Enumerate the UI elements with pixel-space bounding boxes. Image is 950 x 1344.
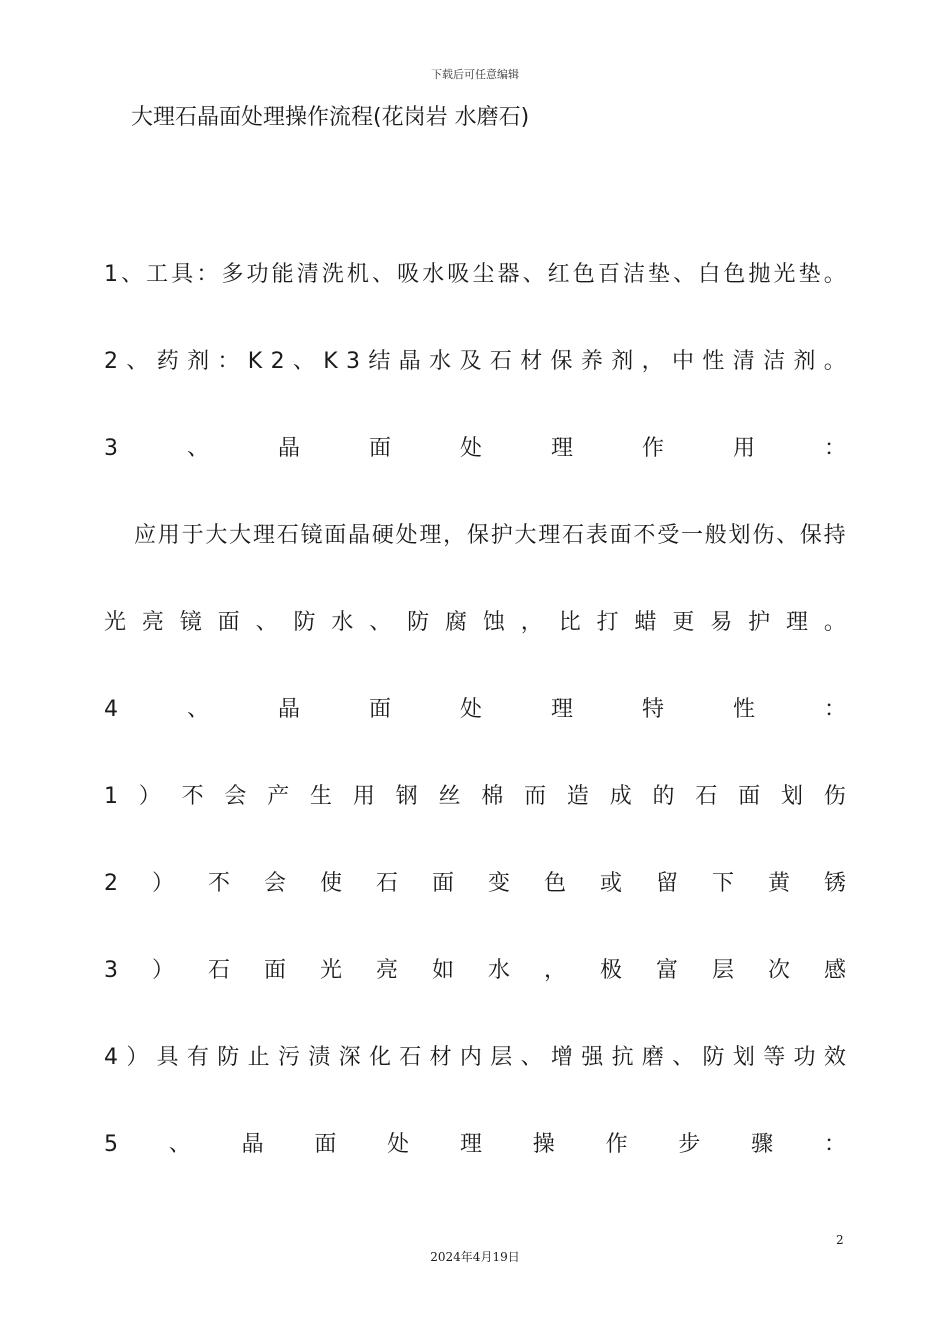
text-char: 处: [387, 1132, 410, 1157]
text-char: 用: [157, 523, 180, 548]
text-char: 止: [247, 1045, 270, 1070]
text-char: 面: [368, 436, 391, 461]
text-char: 生: [310, 784, 333, 809]
text-char: 用: [732, 436, 755, 461]
page-number: 2: [836, 1233, 844, 1247]
text-char: 2: [104, 349, 118, 374]
text-char: 尘: [472, 262, 495, 287]
text-char: 理: [419, 523, 442, 548]
text-char: 变: [487, 871, 510, 896]
paragraph-tools: [104, 260, 846, 290]
text-char: 、: [372, 262, 395, 287]
text-char: 面: [609, 523, 632, 548]
text-char: 伤: [752, 523, 775, 548]
text-char: 清: [732, 349, 755, 374]
paragraph-effect-line-1: [134, 521, 846, 551]
text-char: 理: [252, 523, 275, 548]
text-char: 。: [823, 610, 846, 635]
text-char: 洁: [622, 262, 645, 287]
text-char: 垫: [648, 262, 671, 287]
text-char: 层: [711, 958, 734, 983]
text-char: 理: [786, 610, 809, 635]
text-char: 、: [186, 436, 209, 461]
text-char: 保: [550, 349, 573, 374]
text-char: 大: [205, 523, 228, 548]
text-char: 剂: [793, 349, 816, 374]
text-char: 防: [293, 610, 316, 635]
text-char: 抛: [748, 262, 771, 287]
text-char: 能: [271, 262, 294, 287]
text-char: 1: [104, 262, 118, 287]
header-note: 下载后可任意编辑: [431, 68, 519, 81]
text-char: ，: [443, 523, 466, 548]
text-char: 石: [695, 784, 718, 809]
text-char: 、: [126, 349, 149, 374]
text-char: 、: [776, 523, 799, 548]
text-char: 增: [550, 1045, 573, 1070]
text-char: 光: [104, 610, 127, 635]
text-char: 、: [522, 262, 545, 287]
text-char: ：: [196, 262, 219, 287]
text-char: 亮: [375, 958, 398, 983]
text-char: 腐: [445, 610, 468, 635]
text-char: 操: [532, 1132, 555, 1157]
text-char: 造: [566, 784, 589, 809]
text-char: 划: [780, 784, 803, 809]
text-char: K: [247, 349, 263, 374]
text-char: 白: [698, 262, 721, 287]
text-char: 洁: [763, 349, 786, 374]
text-char: 石: [562, 523, 585, 548]
text-char: 持: [823, 523, 846, 548]
text-char: 中: [671, 349, 694, 374]
text-char: ）: [151, 871, 174, 896]
text-char: 色: [723, 262, 746, 287]
text-char: 面: [738, 784, 761, 809]
text-char: ：: [823, 697, 846, 722]
text-char: 石: [207, 958, 230, 983]
footer-date: 2024年4月19日: [430, 1250, 520, 1264]
text-char: 晶: [277, 436, 300, 461]
text-char: ）: [151, 958, 174, 983]
text-char: 镜: [179, 610, 202, 635]
text-char: 成: [609, 784, 632, 809]
text-char: 多: [221, 262, 244, 287]
text-char: 骤: [751, 1132, 774, 1157]
text-char: 工: [146, 262, 169, 287]
text-char: 、: [672, 1045, 695, 1070]
text-char: 、: [369, 610, 392, 635]
text-char: 深: [338, 1045, 361, 1070]
text-char: 、: [121, 262, 144, 287]
text-char: 药: [156, 349, 179, 374]
text-char: 或: [599, 871, 622, 896]
text-char: 打: [596, 610, 619, 635]
text-char: 层: [490, 1045, 513, 1070]
text-char: 材: [429, 1045, 452, 1070]
heading-crystal-effect: [104, 434, 846, 464]
paragraph-chemicals: [104, 347, 846, 377]
text-char: 理: [459, 1132, 482, 1157]
text-char: ，: [543, 958, 566, 983]
text-char: 棉: [481, 784, 504, 809]
text-char: 保: [466, 523, 489, 548]
text-char: 硬: [371, 523, 394, 548]
text-char: 剂: [187, 349, 210, 374]
text-char: 更: [672, 610, 695, 635]
text-char: 器: [497, 262, 520, 287]
text-char: 、: [292, 349, 315, 374]
text-char: 理: [550, 436, 573, 461]
text-char: 亮: [141, 610, 164, 635]
text-char: 1: [104, 784, 118, 809]
text-char: 化: [368, 1045, 391, 1070]
text-char: 色: [572, 262, 595, 287]
text-char: 4: [104, 1045, 118, 1070]
text-char: 富: [655, 958, 678, 983]
text-char: 晶: [277, 697, 300, 722]
text-char: 、: [186, 697, 209, 722]
text-char: 处: [395, 523, 418, 548]
text-char: ：: [217, 349, 240, 374]
text-char: 伤: [823, 784, 846, 809]
text-char: 面: [314, 1132, 337, 1157]
feature-item-2: [104, 869, 846, 899]
text-char: 晶: [241, 1132, 264, 1157]
text-char: 留: [655, 871, 678, 896]
text-char: 垫: [798, 262, 821, 287]
text-char: ，: [520, 610, 543, 635]
paragraph-effect-line-2: [104, 608, 846, 638]
text-char: 3: [104, 436, 118, 461]
text-char: 不: [207, 871, 230, 896]
text-char: 渍: [308, 1045, 331, 1070]
text-char: 防: [407, 610, 430, 635]
text-char: 强: [581, 1045, 604, 1070]
text-char: 结: [368, 349, 391, 374]
text-char: 功: [793, 1045, 816, 1070]
feature-item-1: [104, 782, 846, 812]
text-char: 2: [270, 349, 285, 374]
text-char: ）: [126, 1045, 149, 1070]
text-char: 于: [181, 523, 204, 548]
text-char: 处: [459, 697, 482, 722]
text-char: 一: [680, 523, 703, 548]
text-char: 水: [422, 262, 445, 287]
document-title: 大理石晶面处理操作流程(花岗岩 水磨石): [131, 105, 530, 130]
text-char: 保: [799, 523, 822, 548]
text-char: 内: [459, 1045, 482, 1070]
text-char: 功: [246, 262, 269, 287]
text-char: 易: [710, 610, 733, 635]
text-char: 红: [547, 262, 570, 287]
text-char: 应: [134, 523, 157, 548]
text-char: 产: [267, 784, 290, 809]
text-char: 用: [352, 784, 375, 809]
text-char: 会: [263, 871, 286, 896]
text-char: 水: [331, 610, 354, 635]
text-char: ，: [641, 349, 664, 374]
text-char: 面: [263, 958, 286, 983]
text-char: 。: [823, 262, 846, 287]
text-char: 。: [823, 349, 846, 374]
heading-operation-steps: [104, 1130, 846, 1160]
text-char: 划: [728, 523, 751, 548]
feature-item-3: [104, 956, 846, 986]
text-char: 有: [186, 1045, 209, 1070]
text-char: 3: [346, 349, 361, 374]
text-char: 作: [605, 1132, 628, 1157]
text-char: 大: [514, 523, 537, 548]
text-char: 光: [773, 262, 796, 287]
text-char: 防: [702, 1045, 725, 1070]
text-char: 污: [277, 1045, 300, 1070]
text-char: 钢: [395, 784, 418, 809]
text-char: 锈: [823, 871, 846, 896]
text-char: 蜡: [634, 610, 657, 635]
text-char: 、: [520, 1045, 543, 1070]
text-char: 石: [489, 349, 512, 374]
text-char: 养: [580, 349, 603, 374]
text-char: 划: [732, 1045, 755, 1070]
feature-item-4: [104, 1043, 846, 1073]
text-char: 、: [168, 1132, 191, 1157]
text-char: 般: [704, 523, 727, 548]
text-char: 特: [641, 697, 664, 722]
text-char: K: [323, 349, 338, 374]
text-char: 吸: [447, 262, 470, 287]
text-char: 的: [652, 784, 675, 809]
text-char: 蚀: [482, 610, 505, 635]
text-char: 会: [224, 784, 247, 809]
text-char: 护: [748, 610, 771, 635]
text-char: 丝: [438, 784, 461, 809]
text-char: 清: [296, 262, 319, 287]
text-char: 吸: [397, 262, 420, 287]
text-char: 面: [368, 697, 391, 722]
text-char: 性: [702, 349, 725, 374]
text-char: 处: [459, 436, 482, 461]
text-char: 比: [558, 610, 581, 635]
text-char: 护: [490, 523, 513, 548]
text-char: 不: [181, 784, 204, 809]
text-char: 感: [823, 958, 846, 983]
text-char: 晶: [398, 349, 421, 374]
text-char: ：: [823, 436, 846, 461]
text-char: 、: [673, 262, 696, 287]
text-char: 理: [550, 697, 573, 722]
text-char: 极: [599, 958, 622, 983]
text-char: 防: [217, 1045, 240, 1070]
text-char: 百: [597, 262, 620, 287]
text-char: 效: [823, 1045, 846, 1070]
text-char: 大: [229, 523, 252, 548]
text-char: 使: [319, 871, 342, 896]
text-char: 而: [524, 784, 547, 809]
text-char: 下: [711, 871, 734, 896]
text-char: 性: [732, 697, 755, 722]
text-char: 表: [585, 523, 608, 548]
text-char: 5: [104, 1132, 118, 1157]
text-char: 镜: [300, 523, 323, 548]
text-char: 等: [763, 1045, 786, 1070]
text-char: 洗: [321, 262, 344, 287]
text-char: 面: [217, 610, 240, 635]
text-char: 2: [104, 871, 118, 896]
text-char: 水: [429, 349, 452, 374]
text-char: 黄: [767, 871, 790, 896]
text-char: 晶: [348, 523, 371, 548]
text-char: 作: [641, 436, 664, 461]
text-char: 理: [538, 523, 561, 548]
text-char: 石: [276, 523, 299, 548]
text-char: 色: [543, 871, 566, 896]
text-char: 受: [657, 523, 680, 548]
text-char: 磨: [641, 1045, 664, 1070]
text-char: 不: [633, 523, 656, 548]
text-char: 4: [104, 697, 118, 722]
text-char: 水: [487, 958, 510, 983]
text-char: 材: [520, 349, 543, 374]
text-char: 石: [399, 1045, 422, 1070]
text-char: 机: [346, 262, 369, 287]
text-char: 剂: [611, 349, 634, 374]
text-char: 、: [255, 610, 278, 635]
heading-crystal-features: [104, 695, 846, 725]
text-char: 及: [459, 349, 482, 374]
text-char: 面: [324, 523, 347, 548]
text-char: 光: [319, 958, 342, 983]
text-char: 面: [431, 871, 454, 896]
text-char: 步: [678, 1132, 701, 1157]
text-char: 3: [104, 958, 118, 983]
text-char: 如: [431, 958, 454, 983]
text-char: 抗: [611, 1045, 634, 1070]
text-char: 具: [156, 1045, 179, 1070]
text-char: ：: [823, 1132, 846, 1157]
text-char: 次: [767, 958, 790, 983]
text-char: 具: [171, 262, 194, 287]
text-char: ）: [138, 784, 161, 809]
text-char: 石: [375, 871, 398, 896]
